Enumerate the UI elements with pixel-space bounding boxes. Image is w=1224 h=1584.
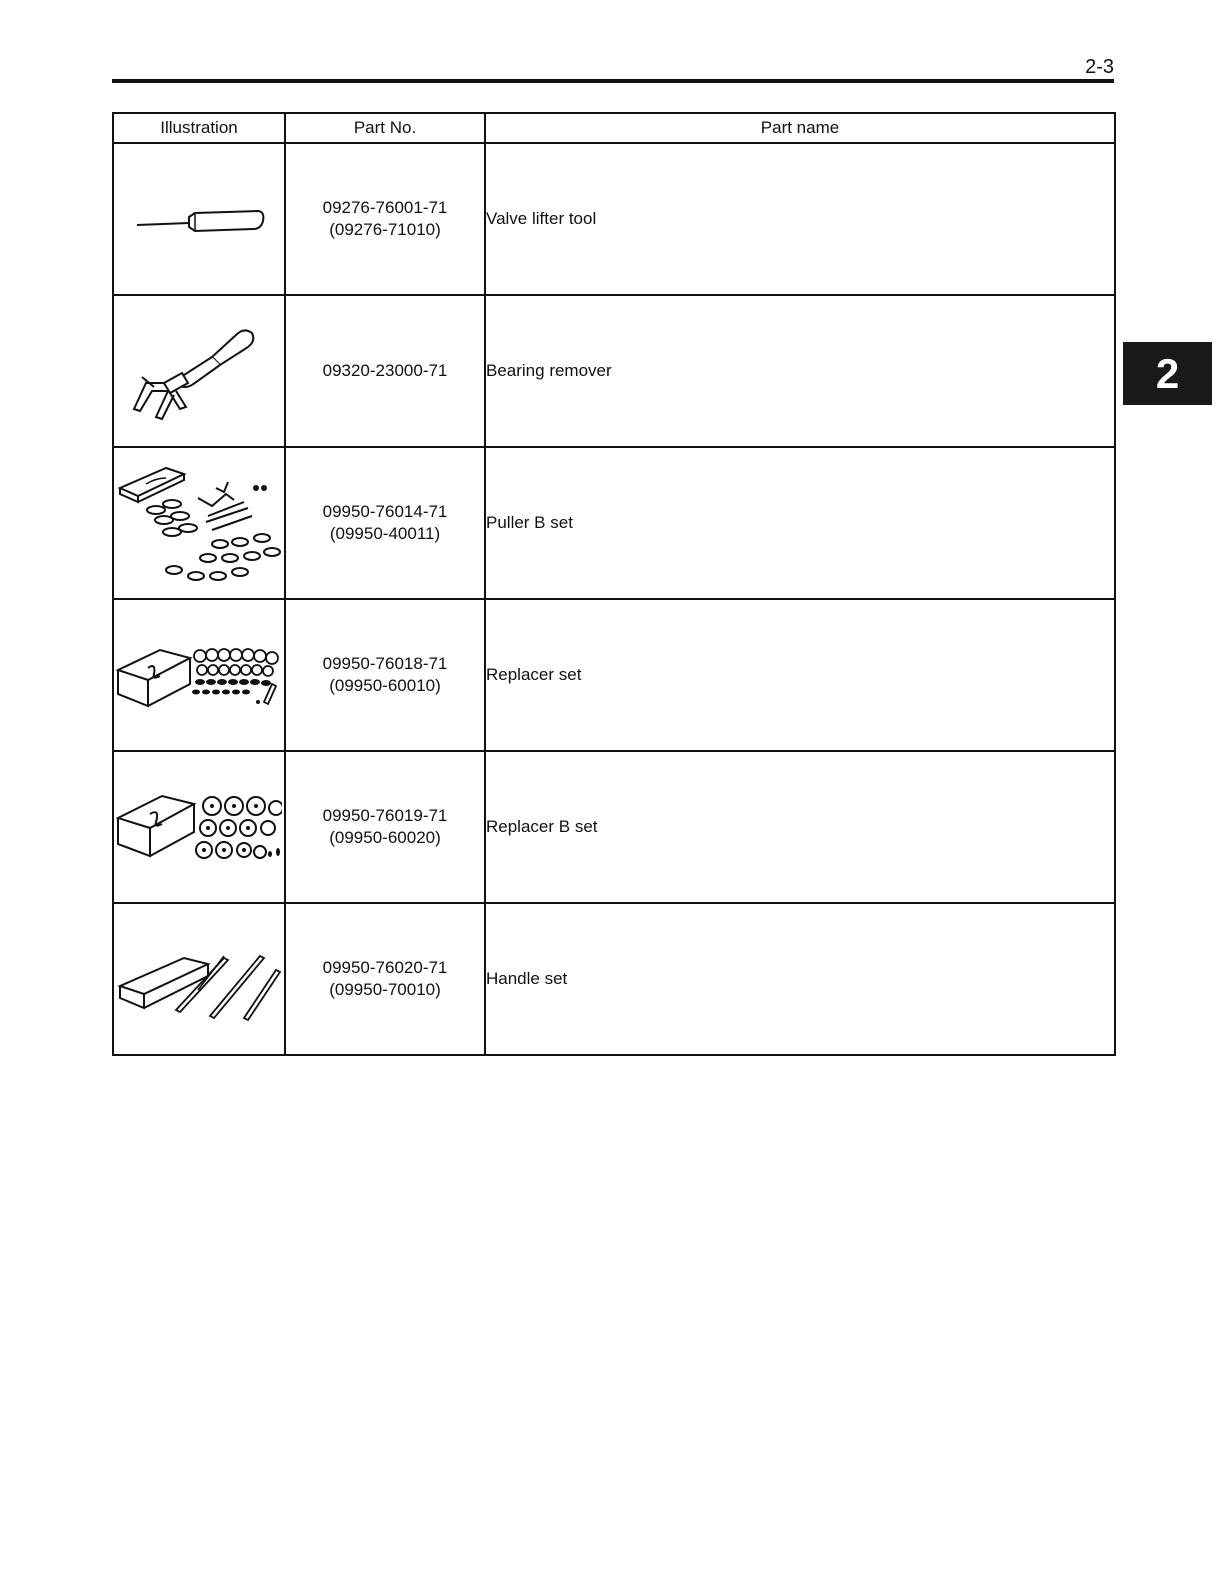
table-row [113, 295, 1115, 447]
replacer-set-icon [116, 620, 282, 730]
part-name-cell: Replacer set [485, 599, 1115, 751]
part-no-alt: (09950-60020) [329, 828, 441, 847]
part-no-cell [285, 143, 485, 295]
table-row [113, 751, 1115, 903]
part-name-cell: Replacer B set [485, 751, 1115, 903]
part-no-alt: (09276-71010) [329, 220, 441, 239]
illustration-cell [113, 447, 285, 599]
part-no: 09950-76020-71 [322, 958, 448, 977]
illustration-cell [113, 903, 285, 1055]
part-no: 09950-76019-71 [322, 806, 448, 825]
part-name-cell: Puller B set [485, 447, 1115, 599]
part-no-cell [285, 295, 485, 447]
part-no-cell [285, 599, 485, 751]
header-part-no: Part No. [285, 113, 485, 143]
part-no-alt: (09950-70010) [329, 980, 441, 999]
section-tab: 2 [1123, 342, 1212, 405]
part-no-cell [285, 751, 485, 903]
part-name-cell: Handle set [485, 903, 1115, 1055]
table-row [113, 447, 1115, 599]
illustration-cell [113, 599, 285, 751]
table-row [113, 143, 1115, 295]
handle-set-icon [116, 934, 282, 1024]
page-number: 2-3 [1085, 56, 1114, 78]
bearing-remover-icon [124, 321, 274, 421]
header-rule [112, 79, 1114, 83]
part-no: 09950-76014-71 [322, 502, 448, 521]
table-row [113, 599, 1115, 751]
part-no-cell [285, 447, 485, 599]
part-no-alt: (09950-40011) [329, 524, 441, 543]
part-no: 09320-23000-71 [322, 361, 448, 380]
illustration-cell [113, 751, 285, 903]
puller-b-set-icon [116, 458, 282, 588]
part-name-cell: Bearing remover [485, 295, 1115, 447]
illustration-cell [113, 143, 285, 295]
valve-lifter-tool-icon [129, 199, 269, 239]
table-row [113, 903, 1115, 1055]
parts-table [112, 112, 1116, 1056]
part-no-alt: (09950-60010) [329, 676, 441, 695]
part-name-cell: Valve lifter tool [485, 143, 1115, 295]
table-header-row [113, 113, 1115, 143]
illustration-cell [113, 295, 285, 447]
replacer-b-set-icon [116, 772, 282, 882]
part-no-cell [285, 903, 485, 1055]
header-illustration: Illustration [113, 113, 285, 143]
part-no: 09950-76018-71 [322, 654, 448, 673]
part-no: 09276-76001-71 [322, 198, 448, 217]
header-part-name: Part name [485, 113, 1115, 143]
